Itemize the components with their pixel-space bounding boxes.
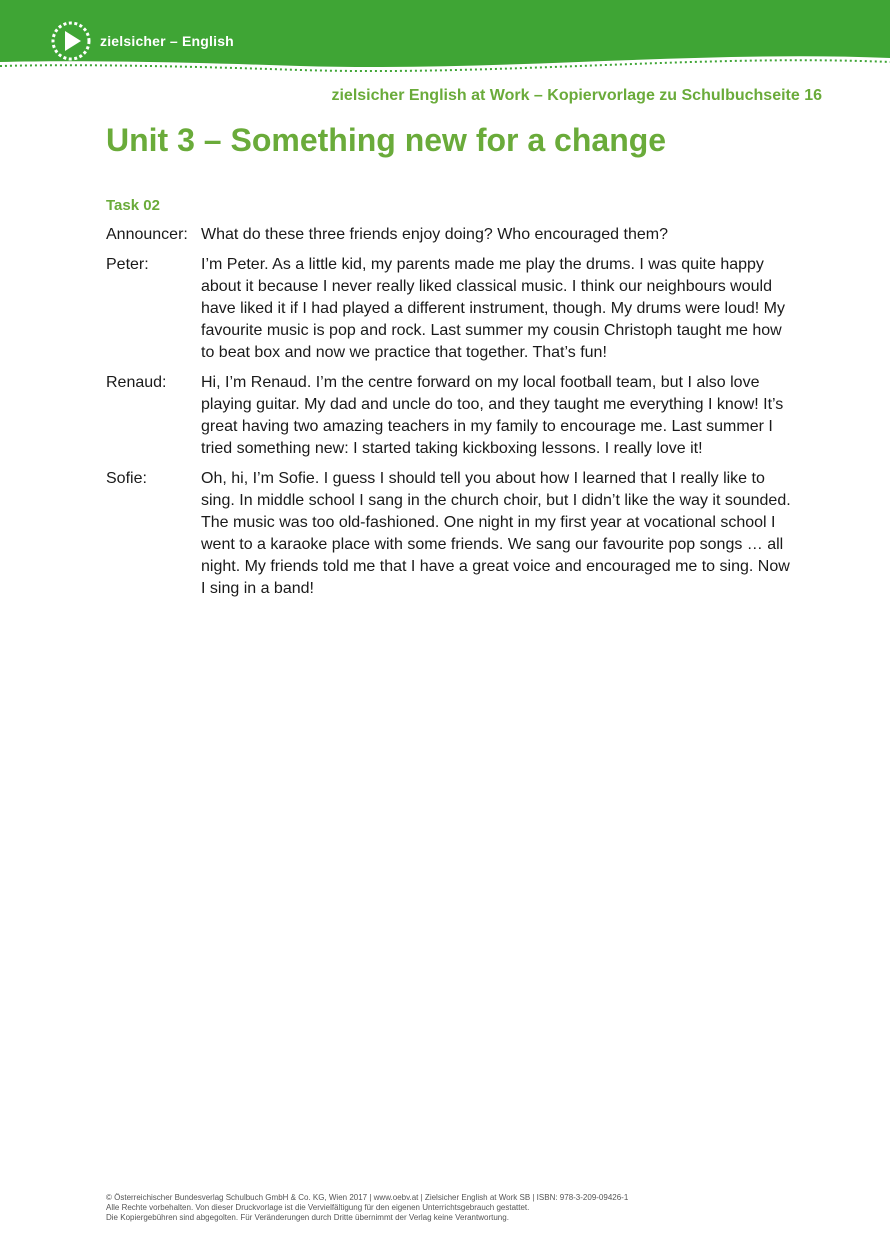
task-label: Task 02: [106, 197, 160, 214]
footer-line: Alle Rechte vorbehalten. Von dieser Druckvorlage ist die Vervielfältigung für den eigenen Unterrichtsgebrauch gestattet.: [106, 1203, 530, 1212]
copyright-footer: [106, 1193, 806, 1223]
speaker-label: Sofie:: [106, 470, 147, 487]
page-reference: zielsicher English at Work – Kopiervorlage zu Schulbuchseite 16: [331, 87, 822, 104]
brand-logo: [50, 20, 234, 62]
utterance-text: What do these three friends enjoy doing? Who encouraged them?: [201, 226, 668, 243]
turn-announcer: [106, 224, 796, 246]
footer-line: Die Kopiergebühren sind abgegolten. Für Veränderungen durch Dritte übernimmt der Verlag keine Verantwortung.: [106, 1213, 509, 1222]
play-icon: [50, 20, 92, 62]
unit-title: Unit 3 – Something new for a change: [106, 122, 667, 158]
turn-sofie: [106, 468, 796, 600]
utterance-text: I’m Peter. As a little kid, my parents made me play the drums. I was quite happy about it because I never really liked classical music. I think our neighbours would have liked it if I had played a different instrument, though. My drums were loud! My favourite music is pop and rock. Last summer my cousin Christoph taught me how to beat box and now we practice that together. That’s fun!: [201, 256, 785, 361]
transcript: [106, 224, 796, 608]
utterance-text: Hi, I’m Renaud. I’m the centre forward on my local football team, but I also love playing guitar. My dad and uncle do too, and they taught me everything I know! It’s great having two amazing teachers in my family to encourage me. Last summer I tried something new: I started taking kickboxing lessons. I really love it!: [201, 374, 784, 457]
footer-line: © Österreichischer Bundesverlag Schulbuch GmbH & Co. KG, Wien 2017 | www.oebv.at | Zielsicher English at Work SB | ISBN: 978-3-209-09426-1: [106, 1193, 629, 1202]
speaker-label: Renaud:: [106, 374, 167, 391]
speaker-label: Announcer:: [106, 226, 188, 243]
speaker-label: Peter:: [106, 256, 149, 273]
turn-renaud: [106, 372, 796, 460]
utterance-text: Oh, hi, I’m Sofie. I guess I should tell you about how I learned that I really like to sing. In middle school I sang in the church choir, but I didn’t like the way it sounded. The music was too old-fashioned. One night in my first year at vocational school I went to a karaoke place with some friends. We sang our favourite pop songs … all night. My friends told me that I have a great voice and encouraged me to sing. Now I sing in a band!: [201, 470, 791, 597]
brand-name: zielsicher – English: [100, 33, 234, 49]
turn-peter: [106, 254, 796, 364]
